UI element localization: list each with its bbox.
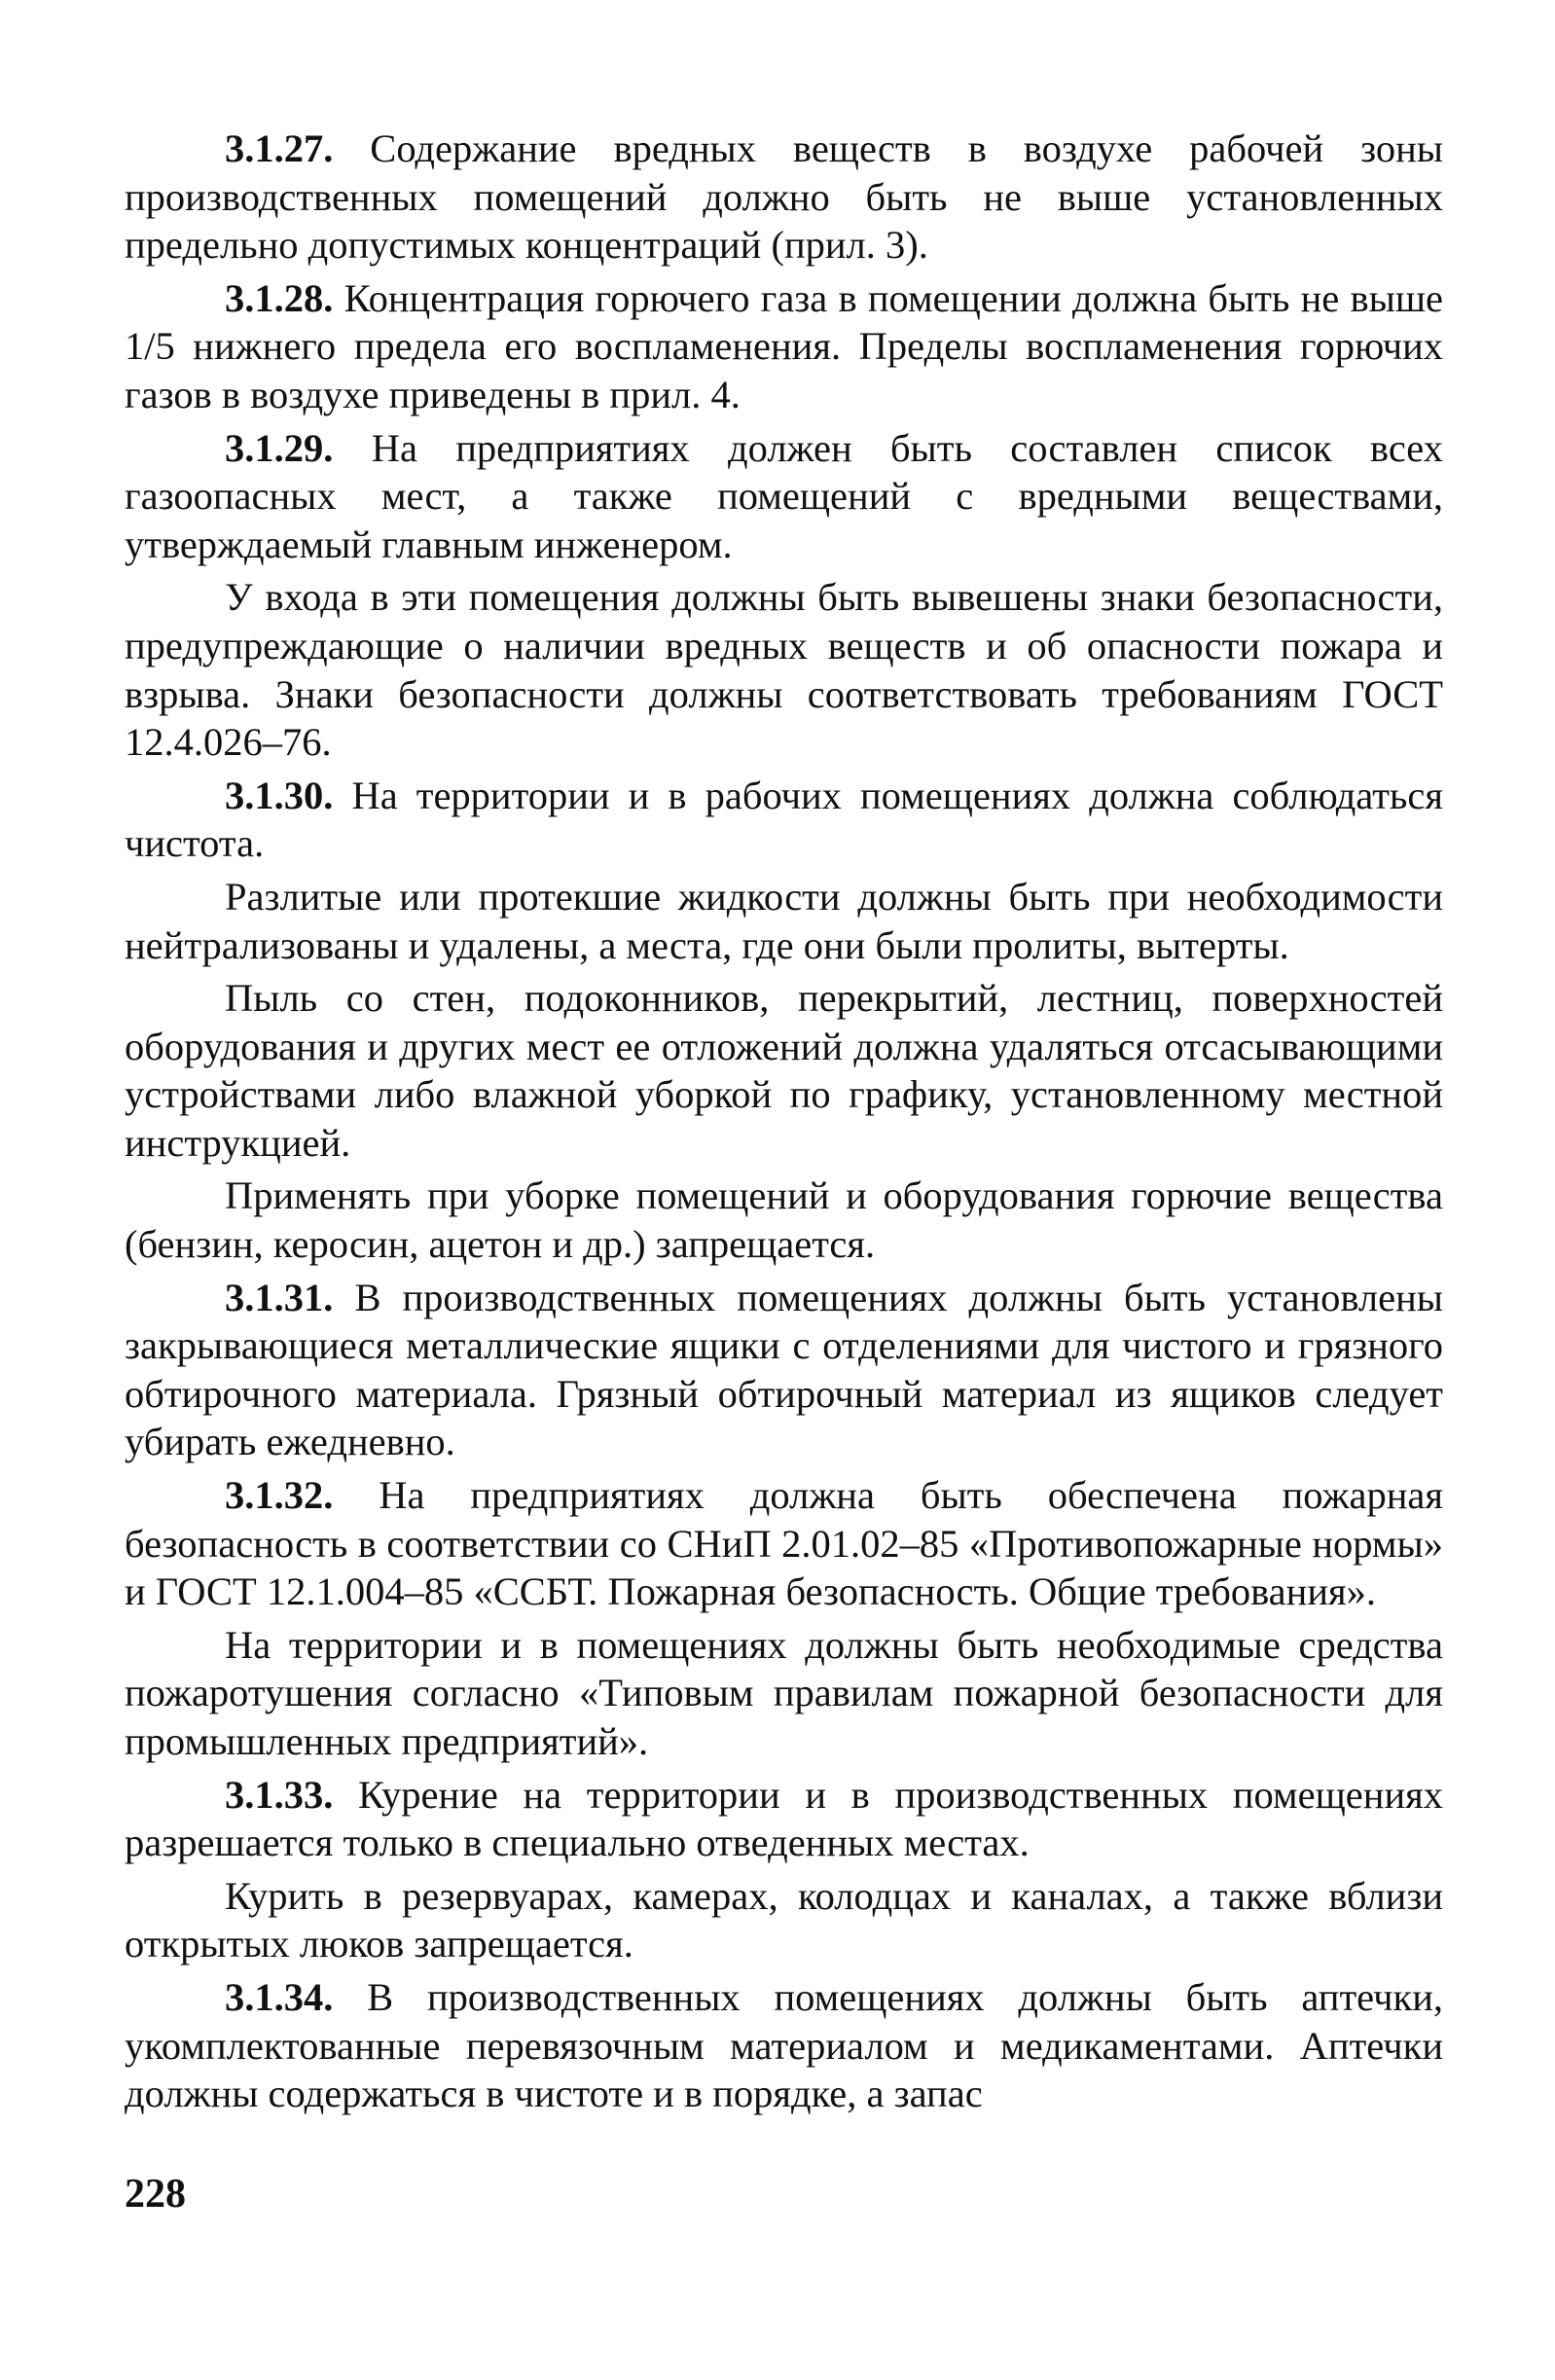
paragraph-dust	[125, 974, 1443, 1167]
section-number: 3.1.34.	[225, 1974, 334, 2019]
paragraph-3-1-28	[125, 274, 1443, 419]
section-number: 3.1.30.	[225, 773, 334, 817]
paragraph-3-1-30	[125, 772, 1443, 868]
paragraph-smoking-restriction	[125, 1872, 1443, 1968]
paragraph-text: В производственных помещениях должны быть аптечки, укомплектованные перевязочным материалом и медикаментами. Аптечки должны содержаться в чистоте и в порядке, а запас	[125, 1974, 1443, 2116]
paragraph-text: На предприятиях должна быть обеспечена пожарная безопасность в соответствии со СНиП 2.01.02–85 «Противопожарные нормы» и ГОСТ 12.1.004–85 «ССБТ. Пожарная безопасность. Общие требования».	[125, 1473, 1443, 1614]
section-number: 3.1.29.	[225, 425, 334, 470]
paragraph-text: Разлитые или протекшие жидкости должны быть при необходимости нейтрализованы и удалены, а места, где они были пролиты, вытерты.	[125, 874, 1443, 967]
paragraph-safety-signs	[125, 573, 1443, 766]
body-text	[125, 125, 1443, 2118]
paragraph-3-1-27	[125, 125, 1443, 270]
paragraph-text: Курение на территории и в производственных помещениях разрешается только в специально отведенных местах.	[125, 1772, 1443, 1865]
paragraph-3-1-33	[125, 1771, 1443, 1867]
paragraph-3-1-34	[125, 1973, 1443, 2118]
paragraph-text: На предприятиях должен быть составлен список всех газоопасных мест, а также помещений с вредными веществами, утверждаемый главным инженером.	[125, 425, 1443, 566]
section-number: 3.1.33.	[225, 1772, 334, 1817]
paragraph-text: На территории и в помещениях должны быть необходимые средства пожаротушения согласно «Типовым правилам пожарной безопасности для промышленных предприятий».	[125, 1622, 1443, 1763]
section-number: 3.1.28.	[225, 275, 334, 320]
section-number: 3.1.32.	[225, 1473, 334, 1518]
paragraph-3-1-31	[125, 1274, 1443, 1466]
paragraph-text: На территории и в рабочих помещениях должна соблюдаться чистота.	[125, 773, 1443, 866]
paragraph-text: Пыль со стен, подоконников, перекрытий, лестниц, поверхностей оборудования и других мест ее отложений должна удаляться отсасывающими устройствами либо влажной уборкой по графику, установленному местной инструкцией.	[125, 976, 1443, 1165]
page-number: 228	[125, 2172, 186, 2217]
paragraph-3-1-32	[125, 1471, 1443, 1616]
section-number: 3.1.31.	[225, 1275, 334, 1319]
section-number: 3.1.27.	[225, 126, 334, 170]
paragraph-text: Курить в резервуарах, камерах, колодцах и каналах, а также вблизи открытых люков запрещается.	[125, 1873, 1443, 1966]
paragraph-flammable-cleaning	[125, 1172, 1443, 1268]
paragraph-text: Концентрация горючего газа в помещении должна быть не выше 1/5 нижнего предела его воспламенения. Пределы воспламенения горючих газов в воздухе приведены в прил. 4.	[125, 275, 1443, 416]
paragraph-text: Применять при уборке помещений и оборудования горючие вещества (бензин, керосин, ацетон и др.) запрещается.	[125, 1173, 1443, 1267]
paragraph-fire-equipment	[125, 1621, 1443, 1766]
paragraph-3-1-29	[125, 424, 1443, 569]
paragraph-text: У входа в эти помещения должны быть вывешены знаки безопасности, предупреждающие о наличии вредных веществ и об опасности пожара и взрыва. Знаки безопасности должны соответствовать требованиям ГОСТ 12.4.026–76.	[125, 575, 1443, 765]
paragraph-spilled-liquids	[125, 873, 1443, 969]
paragraph-text: В производственных помещениях должны быть установлены закрывающиеся металлические ящики с отделениями для чистого и грязного обтирочного материала. Грязный обтирочный материал из ящиков следует убирать ежедневно.	[125, 1275, 1443, 1464]
paragraph-text: Содержание вредных веществ в воздухе рабочей зоны производственных помещений должно быть не выше установленных предельно допустимых концентраций (прил. 3).	[125, 126, 1443, 268]
